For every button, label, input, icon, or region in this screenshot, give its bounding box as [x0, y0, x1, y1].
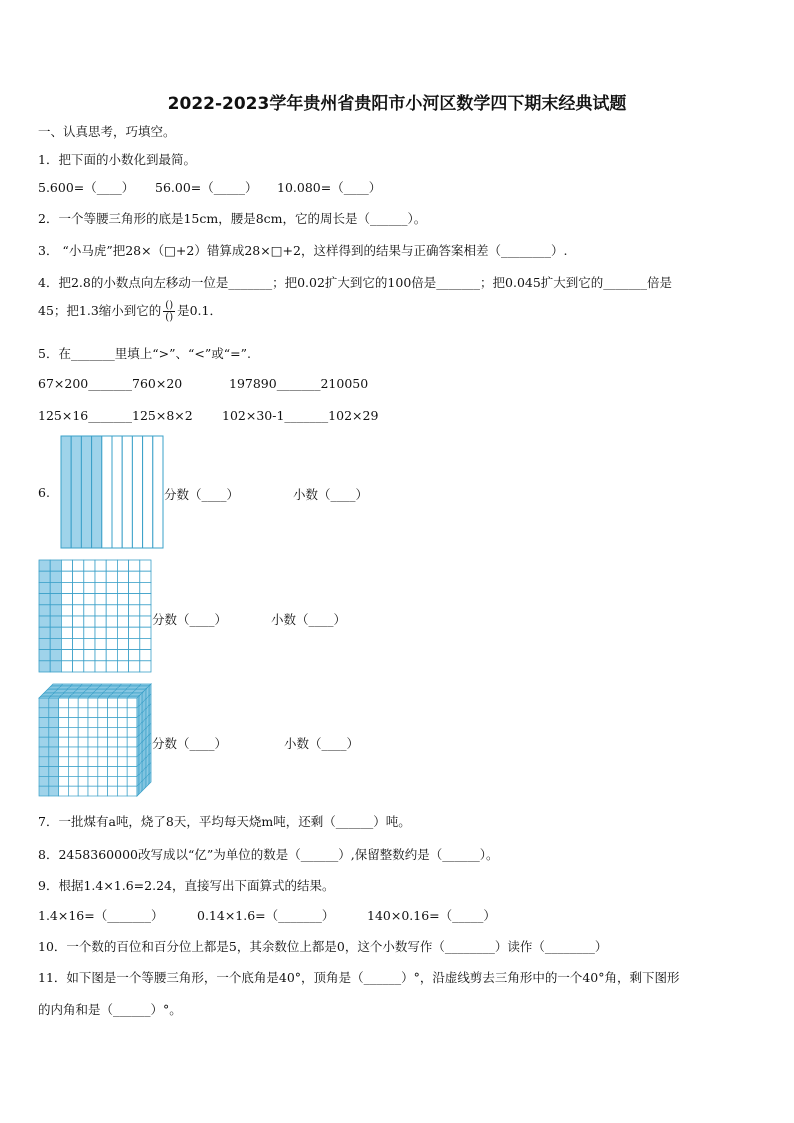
- cube-front-cell: [108, 708, 118, 718]
- grid-cell: [140, 638, 151, 649]
- question-7: 7．一批煤有a吨，烧了8天，平均每天烧m吨，还剩（______）吨。: [38, 814, 411, 829]
- cube-front-cell: [68, 776, 78, 786]
- grid-cell: [140, 650, 151, 661]
- q9-calc-b: 0.14×1.6=（_______）: [197, 908, 335, 923]
- q1-blank-b: 56.00=（_____）: [155, 180, 258, 195]
- cube-front-cell: [98, 786, 108, 796]
- cube-front-cell: [49, 757, 59, 767]
- fig2-decimal: 小数（____）: [271, 612, 347, 627]
- cube-front-cell: [127, 757, 137, 767]
- question-6-label: 6.: [38, 485, 50, 500]
- grid-cell: [117, 616, 128, 627]
- cube-front-cell: [108, 757, 118, 767]
- cube-front-cell: [59, 747, 69, 757]
- cube-front-cell: [59, 727, 69, 737]
- grid-cell: [50, 594, 61, 605]
- cube-front-cell: [68, 718, 78, 728]
- cube-front-cell: [39, 737, 49, 747]
- grid-cell: [129, 627, 140, 638]
- cube-front-cell: [49, 737, 59, 747]
- grid-cell: [129, 616, 140, 627]
- grid-cell: [73, 650, 84, 661]
- grid-cell: [39, 594, 50, 605]
- cube-front-cell: [78, 786, 88, 796]
- grid-cell: [84, 661, 95, 672]
- grid-cell: [140, 571, 151, 582]
- grid-cell: [129, 661, 140, 672]
- fig2-fraction: 分数（____）: [152, 612, 228, 627]
- q9-calc-a: 1.4×16=（_______）: [38, 908, 164, 923]
- cube-front-cell: [49, 747, 59, 757]
- grid-cell: [39, 582, 50, 593]
- cube-front-cell: [39, 708, 49, 718]
- section-heading: 一、认真思考，巧填空。: [38, 124, 176, 139]
- grid-cell: [73, 616, 84, 627]
- grid-cell: [84, 650, 95, 661]
- grid-cell: [95, 571, 106, 582]
- cube-front-cell: [117, 727, 127, 737]
- cube-front-cell: [59, 767, 69, 777]
- cube-front-cell: [127, 747, 137, 757]
- grid-cell: [140, 616, 151, 627]
- grid-cell: [106, 650, 117, 661]
- cube-front-cell: [98, 767, 108, 777]
- cube-front-cell: [59, 757, 69, 767]
- cube-front-cell: [59, 737, 69, 747]
- cube-front-cell: [78, 757, 88, 767]
- cube-front-cell: [108, 698, 118, 708]
- strip-cell: [112, 436, 122, 548]
- cube-front-cell: [49, 727, 59, 737]
- grid-cell: [106, 582, 117, 593]
- question-3: 3． “小马虎”把28×（□+2）错算成28×□+2，这样得到的结果与正确答案相差（________）.: [38, 243, 568, 258]
- cube-front-cell: [127, 708, 137, 718]
- grid-cell: [39, 560, 50, 571]
- grid-cell: [50, 571, 61, 582]
- q5-compare-b: 197890_______210050: [229, 376, 369, 391]
- grid-cell: [95, 582, 106, 593]
- grid-cell: [117, 627, 128, 638]
- fraction-denominator: (): [165, 312, 174, 323]
- cube-front-cell: [88, 698, 98, 708]
- grid-cell: [95, 605, 106, 616]
- strip-figure: [60, 435, 164, 549]
- cube-front-cell: [98, 718, 108, 728]
- strip-cell: [122, 436, 132, 548]
- question-11-line2: 的内角和是（______）°。: [38, 1002, 182, 1017]
- grid-cell: [84, 627, 95, 638]
- cube-front-cell: [117, 708, 127, 718]
- grid-cell: [117, 571, 128, 582]
- grid-cell: [84, 605, 95, 616]
- grid-cell: [39, 571, 50, 582]
- cube-front-cell: [88, 786, 98, 796]
- grid-cell: [61, 627, 72, 638]
- grid-cell: [50, 650, 61, 661]
- grid-cell: [129, 560, 140, 571]
- q9-calc-c: 140×0.16=（_____）: [367, 908, 496, 923]
- cube-front-cell: [127, 698, 137, 708]
- cube-front-cell: [117, 718, 127, 728]
- cube-front-cell: [117, 747, 127, 757]
- grid-cell: [73, 638, 84, 649]
- cube-front-cell: [49, 767, 59, 777]
- grid-cell: [140, 605, 151, 616]
- cube-front-cell: [78, 698, 88, 708]
- grid-cell: [73, 594, 84, 605]
- cube-front-cell: [88, 718, 98, 728]
- grid-cell: [61, 582, 72, 593]
- cube-front-cell: [39, 727, 49, 737]
- grid-cell: [117, 560, 128, 571]
- grid-cell: [73, 605, 84, 616]
- cube-front-cell: [88, 757, 98, 767]
- cube-front-cell: [59, 776, 69, 786]
- question-10: 10．一个数的百位和百分位上都是5，其余数位上都是0，这个小数写作（________）读作（________）: [38, 939, 608, 954]
- cube-front-cell: [98, 708, 108, 718]
- grid-cell: [129, 582, 140, 593]
- cube-front-cell: [59, 698, 69, 708]
- grid-cell: [84, 638, 95, 649]
- cube-front-cell: [39, 747, 49, 757]
- question-5: 5．在_______里填上“>”、“<”或“=”.: [38, 346, 251, 361]
- blank-fraction: [163, 300, 175, 323]
- cube-front-cell: [88, 727, 98, 737]
- grid-cell: [129, 638, 140, 649]
- cube-front-cell: [68, 757, 78, 767]
- grid-cell: [95, 638, 106, 649]
- grid-cell: [84, 560, 95, 571]
- grid-cell: [61, 560, 72, 571]
- question-9: 9．根据1.4×1.6=2.24，直接写出下面算式的结果。: [38, 878, 335, 893]
- cube-front-cell: [39, 767, 49, 777]
- grid-cell: [95, 594, 106, 605]
- strip-cell: [143, 436, 153, 548]
- cube-front-cell: [49, 708, 59, 718]
- cube-front-cell: [39, 776, 49, 786]
- cube-front-cell: [88, 708, 98, 718]
- grid-cell: [84, 582, 95, 593]
- cube-front-cell: [117, 776, 127, 786]
- grid-cell: [61, 650, 72, 661]
- q1-blank-a: 5.600=（____）: [38, 180, 135, 195]
- fig3-fraction: 分数（____）: [152, 736, 228, 751]
- question-2: 2．一个等腰三角形的底是15cm，腰是8cm，它的周长是（______）。: [38, 211, 427, 226]
- grid-cell: [95, 661, 106, 672]
- cube-front-cell: [49, 698, 59, 708]
- strip-cell: [102, 436, 112, 548]
- grid-cell: [129, 650, 140, 661]
- grid-cell: [84, 616, 95, 627]
- fig1-fraction: 分数（____）: [164, 487, 240, 502]
- grid-cell: [50, 616, 61, 627]
- grid-cell: [129, 571, 140, 582]
- cube-front-cell: [108, 718, 118, 728]
- grid-cell: [61, 616, 72, 627]
- cube-front-cell: [88, 776, 98, 786]
- cube-front-cell: [68, 708, 78, 718]
- cube-front-cell: [78, 708, 88, 718]
- grid-cell: [117, 638, 128, 649]
- cube-front-cell: [127, 776, 137, 786]
- grid-cell: [106, 627, 117, 638]
- cube-front-cell: [98, 727, 108, 737]
- grid-cell: [140, 582, 151, 593]
- cube-front-cell: [108, 747, 118, 757]
- cube-front-cell: [108, 786, 118, 796]
- cube-front-cell: [108, 727, 118, 737]
- cube-front-cell: [59, 786, 69, 796]
- question-8: 8．2458360000改写成以“亿”为单位的数是（______）,保留整数约是（______）。: [38, 847, 499, 862]
- cube-front-cell: [78, 747, 88, 757]
- grid-cell: [50, 661, 61, 672]
- cube-front-cell: [78, 737, 88, 747]
- fig3-decimal: 小数（____）: [284, 736, 360, 751]
- grid-cell: [129, 605, 140, 616]
- page-title: 2022-2023学年贵州省贵阳市小河区数学四下期末经典试题: [167, 94, 627, 114]
- cube-front-cell: [127, 718, 137, 728]
- grid-cell: [95, 616, 106, 627]
- cube-front-cell: [88, 747, 98, 757]
- cube-front-cell: [88, 767, 98, 777]
- strip-cell: [61, 436, 71, 548]
- grid-cell: [61, 571, 72, 582]
- grid-cell: [117, 605, 128, 616]
- strip-cell: [153, 436, 163, 548]
- grid-cell: [106, 560, 117, 571]
- q4-line2-pre: 45；把1.3缩小到它的: [38, 303, 162, 318]
- grid-cell: [117, 582, 128, 593]
- cube-front-cell: [108, 737, 118, 747]
- cube-front-cell: [59, 718, 69, 728]
- strip-cell: [71, 436, 81, 548]
- cube-front-cell: [88, 737, 98, 747]
- cube-front-cell: [117, 786, 127, 796]
- fraction-numerator: (): [165, 300, 174, 311]
- q1-blank-c: 10.080=（____）: [277, 180, 382, 195]
- grid-cell: [73, 627, 84, 638]
- grid-cell: [50, 638, 61, 649]
- cube-front-cell: [68, 747, 78, 757]
- grid-cell: [39, 650, 50, 661]
- grid-cell: [61, 605, 72, 616]
- cube-front-cell: [117, 698, 127, 708]
- grid-cell: [84, 571, 95, 582]
- cube-front-cell: [108, 776, 118, 786]
- question-4-line1: 4．把2.8的小数点向左移动一位是_______；把0.02扩大到它的100倍是_______；把0.045扩大到它的_______倍是: [38, 275, 673, 290]
- grid-cell: [140, 594, 151, 605]
- q4-line2-post: 是0.1．: [177, 303, 222, 318]
- question-11-line1: 11．如下图是一个等腰三角形，一个底角是40°，顶角是（______）°，沿虚线剪去三角形中的一个40°角，剩下图形: [38, 970, 680, 985]
- cube-front-cell: [98, 776, 108, 786]
- cube-front-cell: [117, 767, 127, 777]
- cube-front-cell: [68, 737, 78, 747]
- cube-front-cell: [78, 776, 88, 786]
- grid-cell: [73, 571, 84, 582]
- cube-front-cell: [127, 727, 137, 737]
- hundred-grid-figure: [38, 559, 152, 673]
- grid-cell: [39, 638, 50, 649]
- cube-front-cell: [39, 757, 49, 767]
- cube-front-cell: [98, 757, 108, 767]
- grid-cell: [117, 661, 128, 672]
- cube-front-cell: [59, 708, 69, 718]
- grid-cell: [50, 560, 61, 571]
- cube-front-cell: [39, 698, 49, 708]
- strip-cell: [81, 436, 91, 548]
- cube-front-cell: [49, 786, 59, 796]
- thousand-cube-figure: [38, 683, 152, 797]
- cube-front-cell: [78, 718, 88, 728]
- q5-compare-d: 102×30-1_______102×29: [222, 408, 379, 423]
- fig1-decimal: 小数（____）: [293, 487, 369, 502]
- cube-front-cell: [98, 698, 108, 708]
- cube-front-cell: [127, 786, 137, 796]
- q5-compare-c: 125×16_______125×8×2: [38, 408, 193, 423]
- cube-front-cell: [78, 767, 88, 777]
- grid-cell: [95, 650, 106, 661]
- grid-cell: [140, 661, 151, 672]
- grid-cell: [95, 560, 106, 571]
- question-1: 1．把下面的小数化到最简。: [38, 152, 196, 167]
- grid-cell: [106, 616, 117, 627]
- grid-cell: [140, 560, 151, 571]
- grid-cell: [73, 582, 84, 593]
- grid-cell: [117, 594, 128, 605]
- strip-cell: [92, 436, 102, 548]
- grid-cell: [39, 661, 50, 672]
- cube-front-cell: [68, 786, 78, 796]
- cube-front-cell: [68, 767, 78, 777]
- grid-cell: [39, 616, 50, 627]
- question-4-line2: [38, 300, 222, 323]
- grid-cell: [50, 582, 61, 593]
- grid-cell: [61, 661, 72, 672]
- cube-front-cell: [49, 776, 59, 786]
- cube-front-cell: [127, 767, 137, 777]
- grid-cell: [117, 650, 128, 661]
- cube-front-cell: [68, 698, 78, 708]
- cube-front-cell: [117, 757, 127, 767]
- grid-cell: [73, 661, 84, 672]
- strip-cell: [132, 436, 142, 548]
- grid-cell: [106, 605, 117, 616]
- grid-cell: [129, 594, 140, 605]
- q5-compare-a: 67×200_______760×20: [38, 376, 183, 391]
- grid-cell: [106, 661, 117, 672]
- cube-front-cell: [39, 718, 49, 728]
- grid-cell: [106, 594, 117, 605]
- cube-front-cell: [117, 737, 127, 747]
- grid-cell: [106, 571, 117, 582]
- grid-cell: [106, 638, 117, 649]
- cube-front-cell: [39, 786, 49, 796]
- cube-front-cell: [98, 737, 108, 747]
- grid-cell: [84, 594, 95, 605]
- grid-cell: [39, 605, 50, 616]
- grid-cell: [140, 627, 151, 638]
- grid-cell: [50, 627, 61, 638]
- cube-front-cell: [68, 727, 78, 737]
- cube-front-cell: [78, 727, 88, 737]
- cube-front-cell: [108, 767, 118, 777]
- grid-cell: [61, 638, 72, 649]
- grid-cell: [61, 594, 72, 605]
- cube-front-cell: [127, 737, 137, 747]
- grid-cell: [39, 627, 50, 638]
- grid-cell: [50, 605, 61, 616]
- cube-front-cell: [98, 747, 108, 757]
- grid-cell: [73, 560, 84, 571]
- grid-cell: [95, 627, 106, 638]
- cube-front-cell: [49, 718, 59, 728]
